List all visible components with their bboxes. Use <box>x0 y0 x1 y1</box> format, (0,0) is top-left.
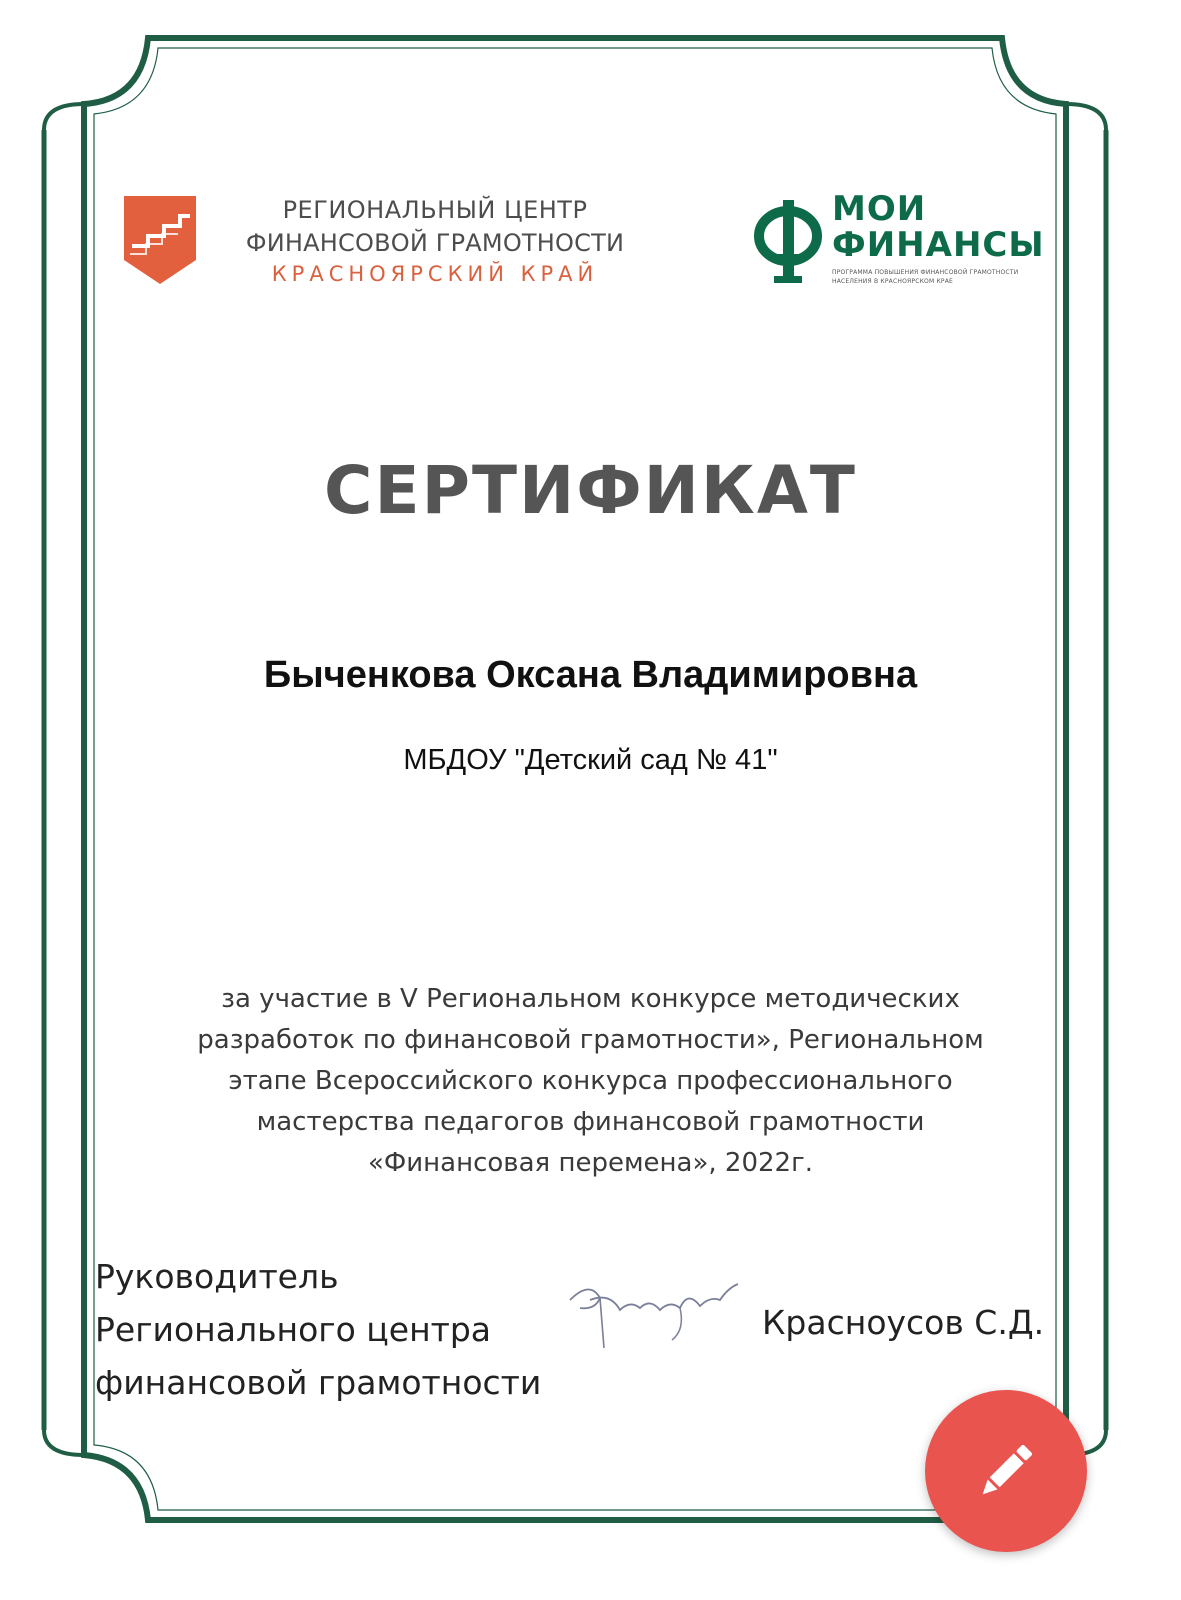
my-finances-logo-word2: ФИНАНСЫ <box>832 225 1045 265</box>
recipient-organization: МБДОУ "Детский сад № 41" <box>403 744 778 776</box>
handwritten-signature <box>560 1270 750 1360</box>
recipient-name: Быченкова Оксана Владимировна <box>263 654 918 696</box>
regional-center-logo-icon <box>124 196 196 286</box>
description-line: мастерства педагогов финансовой грамотности <box>256 1107 925 1137</box>
description-line: этапе Всероссийского конкурса профессионального <box>228 1066 953 1096</box>
signer-name: Красноусов С.Д. <box>762 1303 1045 1342</box>
my-finances-tagline-line2: НАСЕЛЕНИЯ В КРАСНОЯРСКОМ КРАЕ <box>832 278 954 285</box>
regional-center-name-line1: РЕГИОНАЛЬНЫЙ ЦЕНТР <box>282 196 588 224</box>
signer-role-line: Регионального центра <box>95 1310 492 1349</box>
description-line: «Финансовая перемена», 2022г. <box>367 1148 814 1178</box>
regional-center-name-line2: ФИНАНСОВОЙ ГРАМОТНОСТИ <box>245 229 625 257</box>
my-finances-tagline-line1: ПРОГРАММА ПОВЫШЕНИЯ ФИНАНСОВОЙ ГРАМОТНОСТИ <box>832 269 1019 276</box>
regional-center-region: КРАСНОЯРСКИЙ КРАЙ <box>271 262 599 286</box>
signer-role <box>95 1250 541 1409</box>
my-finances-logo-word1: МОИ <box>832 189 927 229</box>
signer-role-line: финансовой грамотности <box>95 1363 542 1402</box>
certificate-title: СЕРТИФИКАТ <box>324 452 857 529</box>
description-line: за участие в V Региональном конкурсе методических <box>221 984 960 1014</box>
certificate-description <box>110 979 1071 1184</box>
edit-button[interactable] <box>925 1390 1087 1552</box>
my-finances-logo-icon <box>752 198 824 288</box>
signer-role-line: Руководитель <box>95 1257 339 1296</box>
pencil-icon <box>971 1436 1041 1506</box>
description-line: разработок по финансовой грамотности», Региональном <box>197 1025 984 1055</box>
